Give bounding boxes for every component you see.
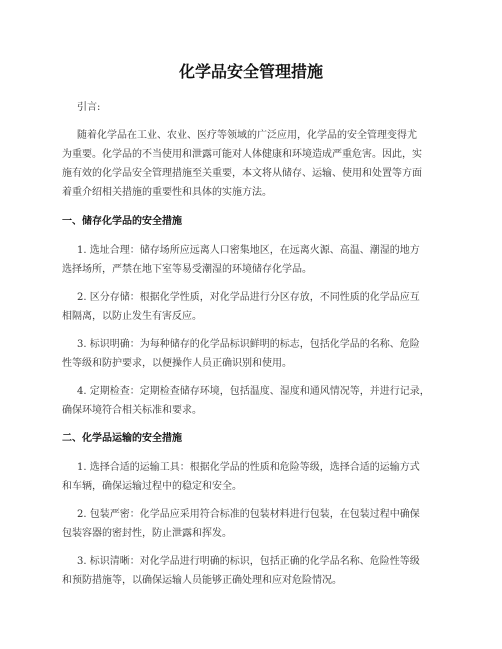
intro-label-text: 引言: <box>77 102 101 113</box>
storage-item-4 <box>62 382 440 420</box>
storage-item-2 <box>62 288 440 326</box>
section-heading-storage: 一、储存化学品的安全措施 <box>62 216 182 227</box>
item-line: 2. 区分存储：根据化学性质，对化学品进行分区存放，不同性质的化学品应互 <box>77 292 420 303</box>
intro-line: 施有效的化学品安全管理措施至关重要，本文将从储存、运输、使用和处置等方面 <box>62 168 422 179</box>
storage-item-1 <box>62 241 440 279</box>
item-line: 和车辆，确保运输过程中的稳定和安全。 <box>62 481 242 492</box>
intro-line: 着重介绍相关措施的重要性和具体的实施方法。 <box>62 187 272 198</box>
intro-label <box>62 98 440 117</box>
storage-item-3 <box>62 335 440 373</box>
intro-paragraph <box>62 126 440 202</box>
transport-item-1 <box>62 458 440 496</box>
section-heading-transport: 二、化学品运输的安全措施 <box>62 433 182 444</box>
item-line: 2. 包装严密：化学品应采用符合标准的包装材料进行包装，在包装过程中确保 <box>77 509 420 520</box>
item-line: 和预防措施等，以确保运输人员能够正确处理和应对危险情况。 <box>62 575 342 586</box>
item-line: 3. 标识明确：为每种储存的化学品标识鲜明的标志，包括化学品的名称、危险 <box>77 339 420 350</box>
item-line: 确保环境符合相关标准和要求。 <box>62 405 202 416</box>
item-line: 相隔离，以防止发生有害反应。 <box>62 311 202 322</box>
transport-item-3 <box>62 552 440 590</box>
intro-line: 随着化学品在工业、农业、医疗等领域的广泛应用，化学品的安全管理变得尤 <box>77 130 417 141</box>
document-title: 化学品安全管理措施 <box>178 62 323 81</box>
item-line: 4. 定期检查：定期检查储存环境，包括温度、湿度和通风情况等，并进行记录， <box>77 386 430 397</box>
item-line: 选择场所，严禁在地下室等易受潮湿的环境储存化学品。 <box>62 264 312 275</box>
item-line: 1. 选择合适的运输工具：根据化学品的性质和危险等级，选择合适的运输方式 <box>77 462 420 473</box>
item-line: 3. 标识清晰：对化学品进行明确的标识，包括正确的化学品名称、危险性等级 <box>77 556 420 567</box>
item-line: 1. 选址合理：储存场所应远离人口密集地区，在远离火源、高温、潮湿的地方 <box>77 245 420 256</box>
item-line: 性等级和防护要求，以便操作人员正确识别和使用。 <box>62 358 292 369</box>
intro-line: 为重要。化学品的不当使用和泄露可能对人体健康和环境造成严重危害。因此，实 <box>62 149 422 160</box>
item-line: 包装容器的密封性，防止泄露和挥发。 <box>62 528 232 539</box>
transport-item-2 <box>62 505 440 543</box>
